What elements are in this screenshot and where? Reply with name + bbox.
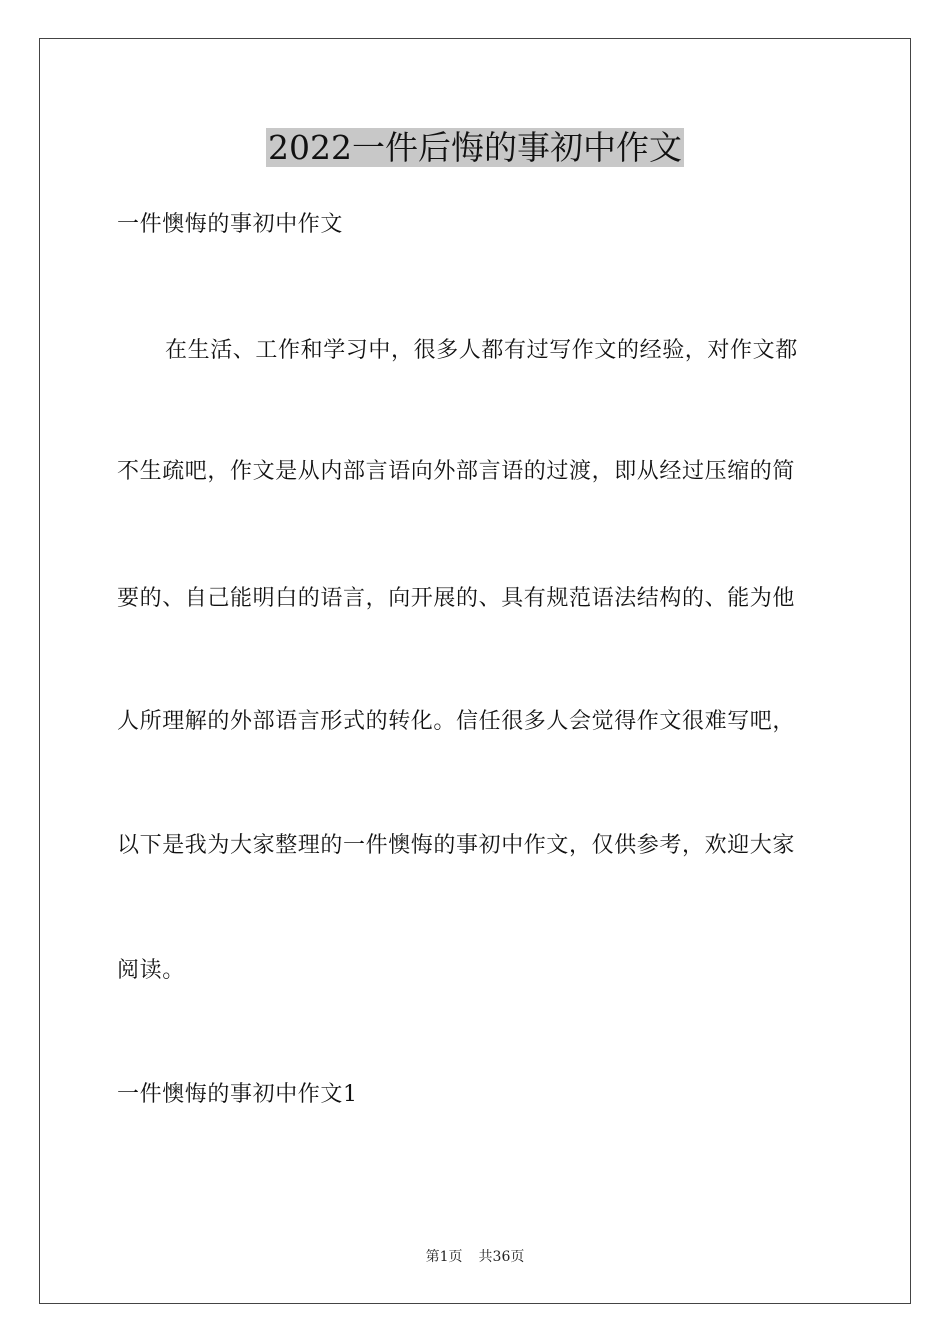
paragraph-line-5: 以下是我为大家整理的一件懊悔的事初中作文，仅供参考，欢迎大家 bbox=[117, 833, 796, 858]
page-total: 共36页 bbox=[478, 1249, 525, 1265]
page-footer bbox=[0, 1247, 950, 1267]
paragraph-line-4: 人所理解的外部语言形式的转化。信任很多人会觉得作文很难写吧， bbox=[117, 709, 796, 734]
paragraph-line-3: 要的、自己能明白的语言，向开展的、具有规范语法结构的、能为他 bbox=[117, 586, 796, 611]
paragraph-line-2: 不生疏吧，作文是从内部言语向外部言语的过渡，即从经过压缩的简 bbox=[117, 459, 796, 484]
page-number: 第1页 bbox=[425, 1249, 463, 1265]
document-title-text: 2022一件后悔的事初中作文 bbox=[268, 128, 682, 167]
paragraph-line-1: 在生活、工作和学习中，很多人都有过写作文的经验，对作文都 bbox=[165, 338, 798, 363]
paragraph-line-6: 阅读。 bbox=[117, 958, 185, 983]
section-heading: 一件懊悔的事初中作文1 bbox=[117, 1082, 358, 1107]
document-title bbox=[0, 126, 950, 170]
document-subtitle: 一件懊悔的事初中作文 bbox=[117, 212, 344, 237]
